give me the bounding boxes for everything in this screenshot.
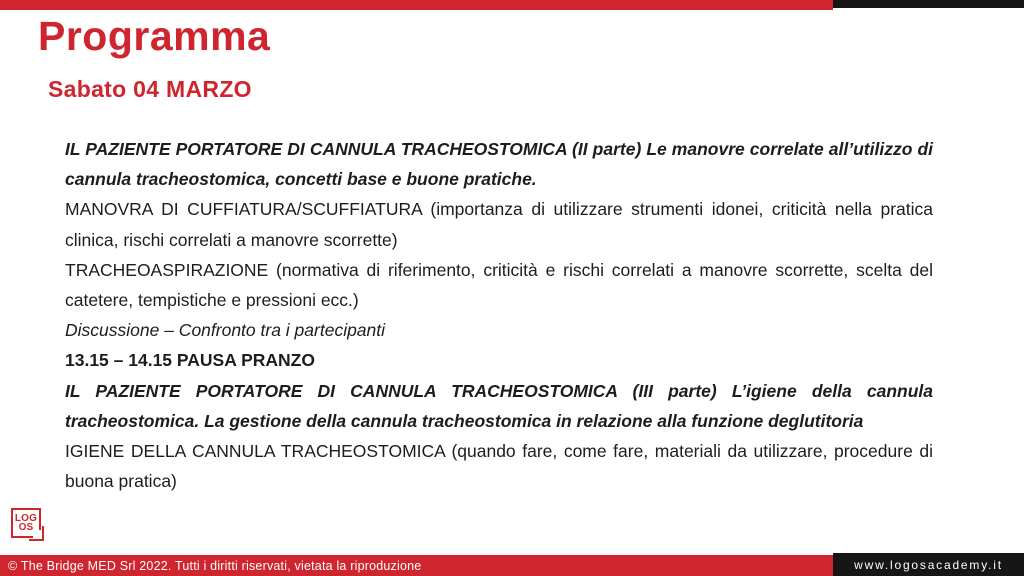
page-title: Programma (38, 13, 271, 59)
top-accent-bar-red (0, 0, 833, 10)
footer-website-url: www.logosacademy.it (854, 557, 1003, 572)
program-paragraph: IGIENE DELLA CANNULA TRACHEOSTOMICA (quando fare, come fare, materiali da utilizzare, procedure di buona pratica) (65, 441, 933, 492)
logos-logo-corner-accent (29, 526, 44, 541)
program-paragraph: IL PAZIENTE PORTATORE DI CANNULA TRACHEOSTOMICA (II parte) Le manovre correlate all’utilizzo di cannula tracheostomica, concetti base e buone pratiche. (65, 139, 933, 190)
logos-logo-line2: OS (18, 522, 34, 533)
logos-logo-line1: LOG (14, 513, 38, 524)
logos-logo (11, 508, 49, 546)
footer-copyright: © The Bridge MED Srl 2022. Tutti i diritti riservati, vietata la riproduzione (8, 558, 422, 573)
program-paragraph: IL PAZIENTE PORTATORE DI CANNULA TRACHEOSTOMICA (III parte) L’igiene della cannula tracheostomica. La gestione della cannula tracheostomica in relazione alla funzione deglutitoria (65, 380, 933, 431)
program-text-block (65, 134, 933, 496)
program-paragraph: MANOVRA DI CUFFIATURA/SCUFFIATURA (importanza di utilizzare strumenti idonei, criticità nella pratica clinica, rischi correlati a manovre scorrette) (65, 199, 933, 250)
slide-subtitle: Sabato 04 MARZO (48, 76, 252, 102)
program-paragraph: TRACHEOASPIRAZIONE (normativa di riferimento, criticità e rischi correlati a manovre scorrette, scelta del catetere, tempistiche e pressioni ecc.) (65, 259, 933, 311)
footer-website-box (833, 553, 1024, 576)
program-paragraph: Discussione – Confronto tra i partecipanti (65, 320, 386, 341)
footer-bar (0, 555, 833, 576)
top-accent-bar-black (833, 0, 1024, 8)
program-paragraph: 13.15 – 14.15 PAUSA PRANZO (65, 350, 315, 371)
